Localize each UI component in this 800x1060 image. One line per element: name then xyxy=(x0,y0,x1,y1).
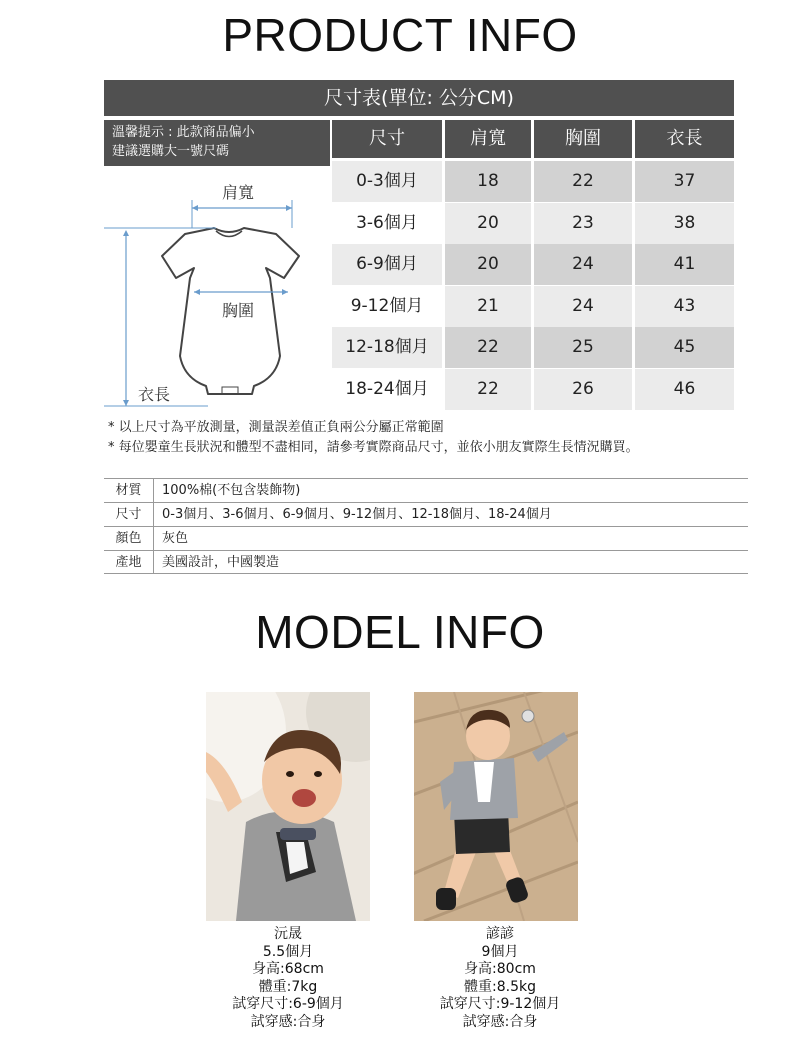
note-line: * 每位嬰童生長狀況和體型不盡相同，請參考實際商品尺寸，並依小朋友實際生長情況購買。 xyxy=(108,440,639,455)
model-name: 諺諺 xyxy=(486,926,514,942)
size-cell: 6-9個月 xyxy=(332,244,442,285)
baby-photo-icon xyxy=(206,692,370,921)
size-cell: 45 xyxy=(635,327,734,368)
model-age: 5.5個月 xyxy=(262,943,314,960)
bodysuit-diagram xyxy=(104,168,330,410)
spec-row-material xyxy=(104,478,748,502)
size-cell: 9-12個月 xyxy=(332,286,442,327)
model-height: 身高:68cm xyxy=(252,961,324,977)
size-header-shoulder: 肩寬 xyxy=(445,120,531,158)
spec-value: 灰色 xyxy=(162,531,189,546)
size-cell: 41 xyxy=(635,244,734,285)
model-fit-size: 試穿尺寸:6-9個月 xyxy=(232,996,344,1012)
model-fit-size: 試穿尺寸:9-12個月 xyxy=(439,996,561,1012)
size-cell: 0-3個月 xyxy=(332,161,442,202)
size-chart-title: 尺寸表(單位: 公分CM) xyxy=(104,80,734,116)
size-cell: 18 xyxy=(445,161,531,202)
spec-value: 100%棉(不包含裝飾物) xyxy=(162,483,301,498)
model-caption-2 xyxy=(390,926,610,1031)
size-notice xyxy=(104,120,330,166)
model-fit-feel: 試穿感:合身 xyxy=(250,1013,326,1030)
spec-table xyxy=(104,478,748,574)
note-line: * 以上尺寸為平放測量，測量誤差值正負兩公分屬正常範圍 xyxy=(108,420,444,435)
shoulder-label: 肩寬 xyxy=(222,180,254,203)
spec-key: 材質 xyxy=(104,479,154,502)
product-info-heading: PRODUCT INFO xyxy=(222,9,578,61)
spec-key: 顏色 xyxy=(104,527,154,550)
model-photo-2 xyxy=(414,692,578,921)
size-header-size: 尺寸 xyxy=(332,120,442,158)
size-cell: 21 xyxy=(445,286,531,327)
chest-label: 胸圍 xyxy=(222,298,254,321)
model-age: 9個月 xyxy=(481,943,519,960)
size-cell: 37 xyxy=(635,161,734,202)
spec-key: 尺寸 xyxy=(104,503,154,526)
spec-row-origin xyxy=(104,550,748,574)
size-cell: 43 xyxy=(635,286,734,327)
size-cell: 38 xyxy=(635,203,734,244)
spec-row-size xyxy=(104,502,748,526)
length-label: 衣長 xyxy=(138,382,170,405)
size-cell: 24 xyxy=(534,244,632,285)
model-info-heading: MODEL INFO xyxy=(255,606,545,658)
model-caption-1 xyxy=(178,926,398,1031)
size-cell: 18-24個月 xyxy=(332,369,442,410)
size-cell: 24 xyxy=(534,286,632,327)
spec-value: 美國設計，中國製造 xyxy=(162,555,280,570)
model-height: 身高:80cm xyxy=(464,961,536,977)
baby-on-floor-photo-icon xyxy=(414,692,578,921)
size-cell: 23 xyxy=(534,203,632,244)
size-cell: 20 xyxy=(445,203,531,244)
size-cell: 22 xyxy=(445,369,531,410)
size-notice-line-1: 溫馨提示 : 此款商品偏小 xyxy=(112,125,255,140)
size-cell: 25 xyxy=(534,327,632,368)
model-name: 沅晟 xyxy=(274,926,302,942)
size-header-chest: 胸圍 xyxy=(534,120,632,158)
size-header-length: 衣長 xyxy=(635,120,734,158)
size-cell: 3-6個月 xyxy=(332,203,442,244)
measurement-notes xyxy=(108,418,639,458)
model-fit-feel: 試穿感:合身 xyxy=(462,1013,538,1030)
size-cell: 20 xyxy=(445,244,531,285)
bodysuit-outline-icon xyxy=(104,168,330,410)
spec-value: 0-3個月、3-6個月、6-9個月、9-12個月、12-18個月、18-24個月 xyxy=(162,507,552,522)
size-notice-line-2: 建議選購大一號尺碼 xyxy=(112,144,230,159)
size-cell: 26 xyxy=(534,369,632,410)
size-cell: 22 xyxy=(445,327,531,368)
model-photo-1 xyxy=(206,692,370,921)
spec-row-color xyxy=(104,526,748,550)
spec-key: 產地 xyxy=(104,551,154,574)
model-weight: 體重:8.5kg xyxy=(464,978,536,995)
size-cell: 22 xyxy=(534,161,632,202)
size-cell: 46 xyxy=(635,369,734,410)
model-weight: 體重:7kg xyxy=(258,978,318,995)
size-cell: 12-18個月 xyxy=(332,327,442,368)
